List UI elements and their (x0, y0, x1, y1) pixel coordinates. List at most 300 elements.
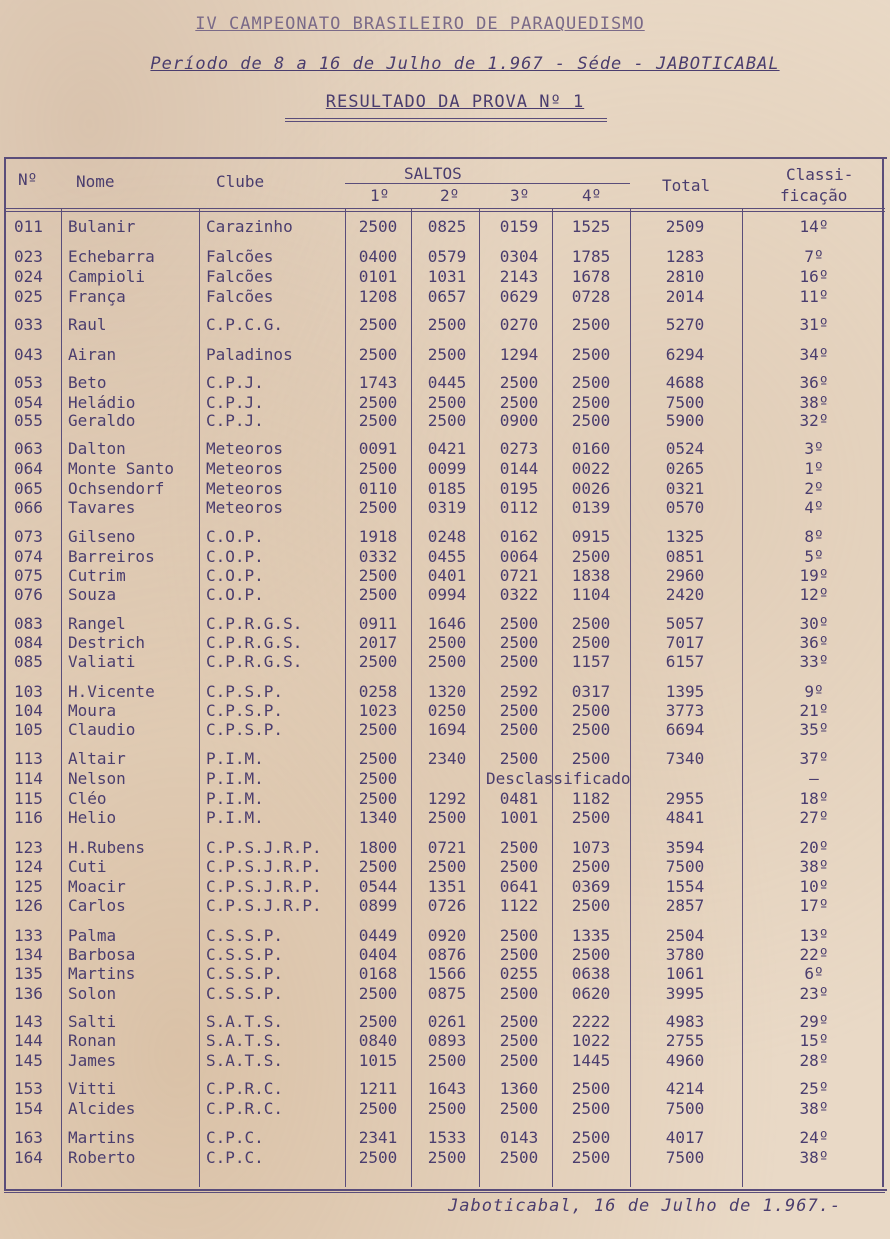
row-jump-1: 2500 (358, 769, 398, 788)
row-total: 2857 (665, 896, 705, 915)
row-classification: 25º (799, 1079, 829, 1098)
row-number: 083 (14, 614, 43, 633)
row-number: 144 (14, 1031, 43, 1050)
row-jump-2: 0421 (427, 439, 467, 458)
row-jump-4: 2500 (571, 315, 611, 334)
row-name: Barbosa (68, 945, 136, 964)
row-jump-2: 1292 (427, 789, 467, 808)
heading-underline (285, 118, 607, 119)
row-jump-3: 2500 (499, 614, 539, 633)
row-club: P.I.M. (206, 789, 264, 808)
row-number: 125 (14, 877, 43, 896)
row-club: S.A.T.S. (206, 1051, 284, 1070)
row-club: S.A.T.S. (206, 1012, 284, 1031)
row-total: 2420 (665, 585, 705, 604)
row-total: 3594 (665, 838, 705, 857)
row-jump-1: 0544 (358, 877, 398, 896)
row-club: C.P.R.G.S. (206, 652, 303, 671)
row-total: 0570 (665, 498, 705, 517)
row-jump-3: 1122 (499, 896, 539, 915)
row-number: 154 (14, 1099, 43, 1118)
row-number: 076 (14, 585, 43, 604)
row-jump-1: 2500 (358, 749, 398, 768)
row-number: 066 (14, 498, 43, 517)
row-jump-1: 2500 (358, 315, 398, 334)
row-jump-4: 1104 (571, 585, 611, 604)
row-jump-2: 2500 (427, 345, 467, 364)
row-classification: 38º (799, 857, 829, 876)
col-header-s1: 1º (370, 186, 390, 205)
row-jump-4: 2500 (571, 857, 611, 876)
row-classification: 24º (799, 1128, 829, 1147)
row-total: 3995 (665, 984, 705, 1003)
row-jump-2: 0825 (427, 217, 467, 236)
row-jump-1: 2500 (358, 720, 398, 739)
row-total: 3780 (665, 945, 705, 964)
row-jump-4: 1785 (571, 247, 611, 266)
row-name: Rangel (68, 614, 126, 633)
row-classification: – (809, 769, 819, 788)
row-club: C.O.P. (206, 585, 264, 604)
row-total: 7500 (665, 857, 705, 876)
row-club: C.S.S.P. (206, 964, 284, 983)
row-jump-1: 2500 (358, 857, 398, 876)
heading-underline (285, 121, 607, 122)
row-jump-1: 0899 (358, 896, 398, 915)
row-jump-3: 1294 (499, 345, 539, 364)
row-name: Valiati (68, 652, 136, 671)
row-classification: 11º (799, 287, 829, 306)
row-number: 126 (14, 896, 43, 915)
row-club: C.P.S.J.R.P. (206, 838, 322, 857)
row-number: 063 (14, 439, 43, 458)
row-total: 4017 (665, 1128, 705, 1147)
row-jump-4: 2500 (571, 411, 611, 430)
row-jump-1: 2500 (358, 459, 398, 478)
document-period: Período de 8 a 16 de Julho de 1.967 - Séde - JABOTICABAL (150, 54, 780, 74)
row-club: C.P.C.G. (206, 315, 284, 334)
row-club: C.O.P. (206, 547, 264, 566)
document-title: IV CAMPEONATO BRASILEIRO DE PARAQUEDISMO (195, 14, 645, 34)
row-name: Cutrim (68, 566, 126, 585)
row-jump-2: 1566 (427, 964, 467, 983)
row-jump-2: 0920 (427, 926, 467, 945)
row-classification: 27º (799, 808, 829, 827)
row-number: 053 (14, 373, 43, 392)
footer-place-date: Jaboticabal, 16 de Julho de 1.967.- (448, 1196, 842, 1216)
row-jump-1: 2500 (358, 566, 398, 585)
row-jump-4: 0915 (571, 527, 611, 546)
col-header-s3: 3º (510, 186, 530, 205)
row-classification: 21º (799, 701, 829, 720)
row-number: 164 (14, 1148, 43, 1167)
row-number: 113 (14, 749, 43, 768)
row-jump-2: 1031 (427, 267, 467, 286)
row-jump-2: 0455 (427, 547, 467, 566)
col-header-club: Clube (216, 172, 265, 191)
row-jump-1: 2500 (358, 217, 398, 236)
row-jump-1: 2500 (358, 652, 398, 671)
row-total: 4688 (665, 373, 705, 392)
row-club: P.I.M. (206, 808, 264, 827)
row-jump-4: 1678 (571, 267, 611, 286)
row-name: Tavares (68, 498, 136, 517)
row-total: 7017 (665, 633, 705, 652)
row-classification: 38º (799, 1099, 829, 1118)
row-jump-2: 0401 (427, 566, 467, 585)
row-classification: 29º (799, 1012, 829, 1031)
row-total: 3773 (665, 701, 705, 720)
row-name: Monte Santo (68, 459, 174, 478)
row-name: Cléo (68, 789, 107, 808)
column-divider (199, 208, 200, 1187)
row-classification: 6º (804, 964, 824, 983)
row-classification: 30º (799, 614, 829, 633)
row-club: C.S.S.P. (206, 945, 284, 964)
row-jump-2: 0261 (427, 1012, 467, 1031)
row-jump-3: 2500 (499, 1031, 539, 1050)
row-name: Altair (68, 749, 126, 768)
column-divider (742, 208, 743, 1187)
row-jump-3: 0143 (499, 1128, 539, 1147)
row-classification: 7º (804, 247, 824, 266)
table-frame-bottom (4, 1192, 885, 1193)
row-name: Cuti (68, 857, 107, 876)
row-classification: 14º (799, 217, 829, 236)
row-total: 4960 (665, 1051, 705, 1070)
row-name: Moura (68, 701, 117, 720)
row-jump-2: 1320 (427, 682, 467, 701)
saltos-divider (345, 183, 630, 184)
row-jump-2: 1533 (427, 1128, 467, 1147)
row-jump-1: 1743 (358, 373, 398, 392)
row-jump-4: 0160 (571, 439, 611, 458)
row-total: 2014 (665, 287, 705, 306)
row-jump-1: 0332 (358, 547, 398, 566)
row-total: 5900 (665, 411, 705, 430)
row-jump-2: 0250 (427, 701, 467, 720)
row-name: Geraldo (68, 411, 136, 430)
row-club: C.P.R.C. (206, 1079, 284, 1098)
row-jump-1: 1211 (358, 1079, 398, 1098)
row-jump-4: 2222 (571, 1012, 611, 1031)
row-jump-2: 2500 (427, 857, 467, 876)
row-jump-3: 0273 (499, 439, 539, 458)
row-number: 134 (14, 945, 43, 964)
row-classification: 32º (799, 411, 829, 430)
column-divider (630, 208, 631, 1187)
row-name: Palma (68, 926, 117, 945)
row-jump-2: 2500 (427, 1148, 467, 1167)
row-club: C.P.J. (206, 373, 264, 392)
row-number: 135 (14, 964, 43, 983)
row-jump-4: 1838 (571, 566, 611, 585)
col-header-saltos: SALTOS (404, 164, 462, 183)
row-total: 7500 (665, 1099, 705, 1118)
row-total: 1395 (665, 682, 705, 701)
row-jump-4: 1073 (571, 838, 611, 857)
row-jump-3: 2500 (499, 984, 539, 1003)
row-club: C.S.S.P. (206, 926, 284, 945)
row-jump-3: 0270 (499, 315, 539, 334)
row-club: C.P.S.J.R.P. (206, 896, 322, 915)
row-total: 1554 (665, 877, 705, 896)
row-total: 2504 (665, 926, 705, 945)
row-jump-3: 0481 (499, 789, 539, 808)
row-name: Destrich (68, 633, 146, 652)
row-jump-2: 1643 (427, 1079, 467, 1098)
row-club: Meteoros (206, 439, 284, 458)
row-total: 7500 (665, 393, 705, 412)
row-name: Martins (68, 964, 136, 983)
row-jump-4: 2500 (571, 749, 611, 768)
row-total: 2509 (665, 217, 705, 236)
row-name: Nelson (68, 769, 126, 788)
row-number: 065 (14, 479, 43, 498)
row-classification: 20º (799, 838, 829, 857)
row-jump-4: 0317 (571, 682, 611, 701)
row-name: James (68, 1051, 117, 1070)
row-jump-3: 2500 (499, 857, 539, 876)
row-jump-1: 0449 (358, 926, 398, 945)
row-club: C.O.P. (206, 566, 264, 585)
row-jump-4: 1335 (571, 926, 611, 945)
row-number: 103 (14, 682, 43, 701)
row-jump-3: 2500 (499, 1148, 539, 1167)
row-jump-4: 2500 (571, 808, 611, 827)
row-jump-1: 1800 (358, 838, 398, 857)
row-jump-3: 0629 (499, 287, 539, 306)
row-jump-1: 2500 (358, 1148, 398, 1167)
row-name: Bulanir (68, 217, 136, 236)
row-name: Gilseno (68, 527, 136, 546)
row-club: C.P.J. (206, 411, 264, 430)
row-jump-1: 2500 (358, 393, 398, 412)
row-jump-4: 2500 (571, 393, 611, 412)
row-jump-4: 0369 (571, 877, 611, 896)
row-classification: 22º (799, 945, 829, 964)
row-jump-2: 2500 (427, 808, 467, 827)
row-total: 5057 (665, 614, 705, 633)
row-number: 153 (14, 1079, 43, 1098)
row-club: C.P.C. (206, 1148, 264, 1167)
row-classification: 34º (799, 345, 829, 364)
row-jump-2: 0876 (427, 945, 467, 964)
row-jump-1: 0258 (358, 682, 398, 701)
row-jump-3: 2143 (499, 267, 539, 286)
row-club: C.P.S.J.R.P. (206, 857, 322, 876)
row-name: H.Vicente (68, 682, 155, 701)
row-jump-3: 2500 (499, 652, 539, 671)
row-club: Paladinos (206, 345, 293, 364)
row-jump-2: 2340 (427, 749, 467, 768)
row-name: Vitti (68, 1079, 117, 1098)
row-jump-1: 2017 (358, 633, 398, 652)
row-jump-4: 2500 (571, 1148, 611, 1167)
row-club: C.P.C. (206, 1128, 264, 1147)
header-separator (4, 211, 885, 212)
row-club: S.A.T.S. (206, 1031, 284, 1050)
row-club: C.P.S.P. (206, 682, 284, 701)
row-club: C.O.P. (206, 527, 264, 546)
row-club: Meteoros (206, 498, 284, 517)
row-jump-3: 0721 (499, 566, 539, 585)
row-club: C.P.J. (206, 393, 264, 412)
row-jump-3: 0900 (499, 411, 539, 430)
row-jump-4: 1525 (571, 217, 611, 236)
row-total: 1325 (665, 527, 705, 546)
row-name: Ochsendorf (68, 479, 165, 498)
row-jump-2: 0185 (427, 479, 467, 498)
row-club: Meteoros (206, 479, 284, 498)
row-jump-4: 1182 (571, 789, 611, 808)
row-number: 024 (14, 267, 43, 286)
row-jump-3: 0322 (499, 585, 539, 604)
col-header-s2: 2º (440, 186, 460, 205)
row-name: Moacir (68, 877, 126, 896)
row-jump-4: 2500 (571, 1079, 611, 1098)
row-jump-1: 1015 (358, 1051, 398, 1070)
row-total: 4983 (665, 1012, 705, 1031)
row-name: Carlos (68, 896, 126, 915)
row-name: H.Rubens (68, 838, 146, 857)
row-jump-1: 2500 (358, 1012, 398, 1031)
row-jump-4: 0026 (571, 479, 611, 498)
row-name: Echebarra (68, 247, 155, 266)
row-name: Souza (68, 585, 117, 604)
row-total: 2755 (665, 1031, 705, 1050)
row-jump-1: 2500 (358, 345, 398, 364)
row-note: Desclassificado (486, 769, 631, 788)
row-name: Dalton (68, 439, 126, 458)
row-number: 114 (14, 769, 43, 788)
row-name: Roberto (68, 1148, 136, 1167)
row-jump-3: 0195 (499, 479, 539, 498)
row-classification: 23º (799, 984, 829, 1003)
row-jump-1: 2500 (358, 1099, 398, 1118)
row-jump-1: 0091 (358, 439, 398, 458)
col-header-s4: 4º (582, 186, 602, 205)
column-divider (61, 208, 62, 1187)
row-jump-3: 1360 (499, 1079, 539, 1098)
row-jump-1: 1918 (358, 527, 398, 546)
row-classification: 31º (799, 315, 829, 334)
row-jump-2: 2500 (427, 633, 467, 652)
row-jump-4: 2500 (571, 614, 611, 633)
row-number: 145 (14, 1051, 43, 1070)
row-jump-1: 1208 (358, 287, 398, 306)
row-jump-4: 0620 (571, 984, 611, 1003)
row-jump-4: 0022 (571, 459, 611, 478)
col-header-total: Total (662, 176, 711, 195)
row-total: 5270 (665, 315, 705, 334)
row-jump-2: 2500 (427, 393, 467, 412)
row-jump-3: 2500 (499, 393, 539, 412)
row-name: Claudio (68, 720, 136, 739)
row-jump-4: 2500 (571, 1099, 611, 1118)
row-number: 025 (14, 287, 43, 306)
result-heading: RESULTADO DA PROVA Nº 1 (325, 92, 585, 112)
row-jump-2: 0248 (427, 527, 467, 546)
row-jump-4: 2500 (571, 1128, 611, 1147)
row-number: 105 (14, 720, 43, 739)
row-club: C.P.R.G.S. (206, 633, 303, 652)
row-total: 2810 (665, 267, 705, 286)
row-name: Martins (68, 1128, 136, 1147)
row-classification: 1º (804, 459, 824, 478)
row-total: 6694 (665, 720, 705, 739)
row-jump-4: 1157 (571, 652, 611, 671)
row-number: 033 (14, 315, 43, 334)
row-jump-3: 2500 (499, 1012, 539, 1031)
row-number: 011 (14, 217, 43, 236)
row-jump-2: 2500 (427, 1051, 467, 1070)
row-jump-2: 0721 (427, 838, 467, 857)
row-classification: 9º (804, 682, 824, 701)
row-jump-3: 0159 (499, 217, 539, 236)
row-number: 116 (14, 808, 43, 827)
row-jump-1: 2500 (358, 498, 398, 517)
row-jump-4: 0638 (571, 964, 611, 983)
row-jump-4: 2500 (571, 945, 611, 964)
row-jump-4: 2500 (571, 896, 611, 915)
row-jump-1: 0911 (358, 614, 398, 633)
row-classification: 13º (799, 926, 829, 945)
row-number: 143 (14, 1012, 43, 1031)
col-header-class: ficação (780, 186, 848, 205)
row-club: C.P.S.P. (206, 701, 284, 720)
row-jump-1: 1023 (358, 701, 398, 720)
row-jump-3: 2500 (499, 1051, 539, 1070)
row-total: 2960 (665, 566, 705, 585)
row-total: 7340 (665, 749, 705, 768)
row-jump-1: 0840 (358, 1031, 398, 1050)
row-classification: 12º (799, 585, 829, 604)
row-classification: 8º (804, 527, 824, 546)
row-classification: 35º (799, 720, 829, 739)
row-jump-3: 2500 (499, 1099, 539, 1118)
row-club: C.P.R.G.S. (206, 614, 303, 633)
row-jump-2: 1351 (427, 877, 467, 896)
row-jump-4: 2500 (571, 345, 611, 364)
row-jump-1: 0404 (358, 945, 398, 964)
row-jump-3: 0641 (499, 877, 539, 896)
row-club: Meteoros (206, 459, 284, 478)
row-classification: 38º (799, 1148, 829, 1167)
row-jump-3: 2500 (499, 945, 539, 964)
row-number: 023 (14, 247, 43, 266)
row-name: Campioli (68, 267, 146, 286)
row-number: 073 (14, 527, 43, 546)
row-total: 1061 (665, 964, 705, 983)
row-total: 6157 (665, 652, 705, 671)
row-jump-1: 2341 (358, 1128, 398, 1147)
row-club: Falcões (206, 247, 274, 266)
col-header-name: Nome (76, 172, 115, 191)
row-jump-4: 2500 (571, 701, 611, 720)
row-number: 124 (14, 857, 43, 876)
row-jump-3: 1001 (499, 808, 539, 827)
row-number: 074 (14, 547, 43, 566)
row-jump-4: 2500 (571, 633, 611, 652)
row-jump-1: 0400 (358, 247, 398, 266)
row-name: Ronan (68, 1031, 117, 1050)
row-club: C.P.S.J.R.P. (206, 877, 322, 896)
row-classification: 37º (799, 749, 829, 768)
row-name: Helio (68, 808, 117, 827)
row-jump-2: 0319 (427, 498, 467, 517)
row-classification: 10º (799, 877, 829, 896)
